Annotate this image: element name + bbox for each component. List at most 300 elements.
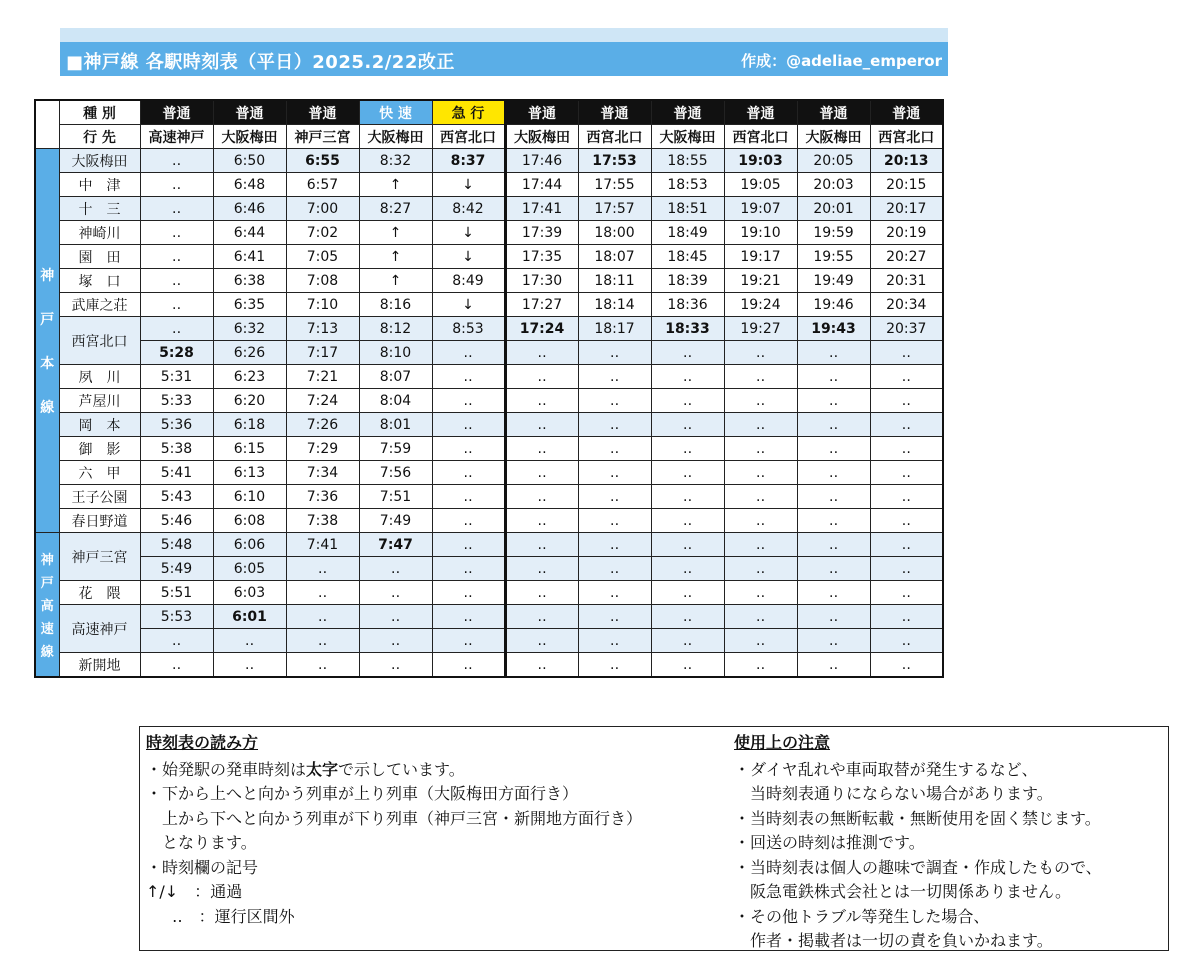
- time-cell: ‥: [651, 389, 724, 413]
- line-char: 線: [40, 645, 54, 660]
- time-cell: ‥: [578, 365, 651, 389]
- note-line: となります。: [162, 833, 257, 852]
- time-cell: 5:33: [140, 389, 213, 413]
- time-cell: 7:41: [286, 533, 359, 557]
- time-cell: ‥: [505, 389, 578, 413]
- time-cell: 20:13: [870, 149, 943, 173]
- timetable-row: [35, 533, 943, 557]
- time-cell: 6:15: [213, 437, 286, 461]
- time-cell: ‥: [578, 485, 651, 509]
- time-cell: ‥: [870, 509, 943, 533]
- train-type-cell: 快 速: [359, 100, 432, 125]
- time-cell: ‥: [432, 413, 505, 437]
- time-cell: ‥: [578, 653, 651, 678]
- train-type-cell: 普通: [724, 100, 797, 125]
- time-cell: 19:27: [724, 317, 797, 341]
- time-cell: 6:50: [213, 149, 286, 173]
- time-cell: ‥: [505, 437, 578, 461]
- time-cell: 17:44: [505, 173, 578, 197]
- time-cell: 8:53: [432, 317, 505, 341]
- station-name: 十 三: [59, 197, 140, 221]
- time-cell: ‥: [724, 533, 797, 557]
- time-cell: 7:29: [286, 437, 359, 461]
- time-cell: ‥: [651, 485, 724, 509]
- timetable-row: [35, 437, 943, 461]
- time-cell: 6:10: [213, 485, 286, 509]
- time-cell: ‥: [651, 341, 724, 365]
- time-cell: ‥: [505, 581, 578, 605]
- time-cell: 18:14: [578, 293, 651, 317]
- time-cell: ‥: [432, 485, 505, 509]
- corner-cell: [35, 100, 59, 125]
- time-cell: 7:36: [286, 485, 359, 509]
- time-cell: 8:42: [432, 197, 505, 221]
- time-cell: 6:08: [213, 509, 286, 533]
- time-cell: 7:49: [359, 509, 432, 533]
- time-cell: 20:17: [870, 197, 943, 221]
- time-cell: 8:04: [359, 389, 432, 413]
- title-bar: [60, 42, 948, 76]
- time-cell: ‥: [797, 653, 870, 678]
- time-cell: ‥: [651, 629, 724, 653]
- time-cell: 6:32: [213, 317, 286, 341]
- time-cell: 20:37: [870, 317, 943, 341]
- title-accent-bar: [60, 28, 948, 42]
- time-cell: 5:28: [140, 341, 213, 365]
- time-cell: 17:53: [578, 149, 651, 173]
- time-cell: 20:31: [870, 269, 943, 293]
- time-cell: ‥: [870, 533, 943, 557]
- time-cell: ‥: [578, 533, 651, 557]
- timetable-row: [35, 509, 943, 533]
- time-cell: 18:00: [578, 221, 651, 245]
- station-name: 塚 口: [59, 269, 140, 293]
- timetable-row: [35, 341, 943, 365]
- time-cell: 5:48: [140, 533, 213, 557]
- time-cell: ↑: [359, 245, 432, 269]
- time-cell: 7:26: [286, 413, 359, 437]
- time-cell: 19:10: [724, 221, 797, 245]
- how-to-read-section: [146, 731, 726, 929]
- note-line: ・始発駅の発車時刻は太字で示しています。: [146, 759, 465, 779]
- time-cell: 18:11: [578, 269, 651, 293]
- time-cell: 6:01: [213, 605, 286, 629]
- time-cell: 17:24: [505, 317, 578, 341]
- timetable-row: [35, 149, 943, 173]
- time-cell: ‥: [432, 341, 505, 365]
- time-cell: ‥: [359, 581, 432, 605]
- usage-notes-section: [734, 731, 1164, 954]
- time-cell: ‥: [870, 389, 943, 413]
- time-cell: ‥: [505, 485, 578, 509]
- note-line: 阪急電鉄株式会社とは一切関係ありません。: [750, 882, 1071, 901]
- time-cell: 17:27: [505, 293, 578, 317]
- time-cell: 18:33: [651, 317, 724, 341]
- note-line: ・その他トラブル等発生した場合、: [734, 906, 990, 926]
- time-cell: ‥: [797, 629, 870, 653]
- train-type-cell: 急 行: [432, 100, 505, 125]
- time-cell: ‥: [140, 269, 213, 293]
- timetable-row: [35, 461, 943, 485]
- time-cell: 5:41: [140, 461, 213, 485]
- time-cell: 20:01: [797, 197, 870, 221]
- notes-box: [139, 726, 1169, 951]
- time-cell: ‥: [505, 605, 578, 629]
- time-cell: ‥: [432, 653, 505, 678]
- time-cell: 5:38: [140, 437, 213, 461]
- time-cell: ‥: [432, 461, 505, 485]
- line-char: 神: [40, 553, 54, 568]
- time-cell: ‥: [724, 365, 797, 389]
- note-line: ・当時刻表の無断転載・無断使用を固く禁じます。: [734, 808, 1101, 828]
- station-name: 神崎川: [59, 221, 140, 245]
- time-cell: ‥: [432, 557, 505, 581]
- time-cell: ‥: [651, 653, 724, 678]
- time-cell: ↓: [432, 293, 505, 317]
- train-type-cell: 普通: [140, 100, 213, 125]
- time-cell: ‥: [505, 365, 578, 389]
- time-cell: 6:35: [213, 293, 286, 317]
- train-type-cell: 普通: [286, 100, 359, 125]
- time-cell: 18:55: [651, 149, 724, 173]
- time-cell: 7:21: [286, 365, 359, 389]
- time-cell: 18:39: [651, 269, 724, 293]
- time-cell: ‥: [140, 197, 213, 221]
- note-line: ・時刻欄の記号: [146, 857, 259, 877]
- destination-cell: 西宮北口: [432, 125, 505, 149]
- time-cell: 6:48: [213, 173, 286, 197]
- time-cell: 7:59: [359, 437, 432, 461]
- time-cell: ‥: [432, 533, 505, 557]
- time-cell: 20:03: [797, 173, 870, 197]
- time-cell: ‥: [578, 341, 651, 365]
- time-cell: ↑: [359, 173, 432, 197]
- time-cell: ‥: [505, 653, 578, 678]
- time-cell: ‥: [724, 485, 797, 509]
- time-cell: ‥: [870, 365, 943, 389]
- time-cell: 18:51: [651, 197, 724, 221]
- time-cell: ‥: [140, 293, 213, 317]
- time-cell: ‥: [797, 509, 870, 533]
- time-cell: 17:30: [505, 269, 578, 293]
- kobe-line-vertical-text: [36, 149, 59, 532]
- time-cell: ↑: [359, 221, 432, 245]
- time-cell: 8:37: [432, 149, 505, 173]
- time-cell: ‥: [140, 629, 213, 653]
- station-name: 王子公園: [59, 485, 140, 509]
- time-cell: ‥: [797, 461, 870, 485]
- time-cell: ‥: [651, 437, 724, 461]
- time-cell: ‥: [797, 557, 870, 581]
- time-cell: 8:01: [359, 413, 432, 437]
- note-line: 上から下へと向かう列車が下り列車（神戸三宮・新開地方面行き）: [162, 808, 643, 828]
- time-cell: ‥: [505, 629, 578, 653]
- line-char: 戸: [40, 311, 55, 328]
- time-cell: 5:51: [140, 581, 213, 605]
- time-cell: ‥: [797, 485, 870, 509]
- time-cell: 17:57: [578, 197, 651, 221]
- time-cell: 7:00: [286, 197, 359, 221]
- destination-cell: 大阪梅田: [797, 125, 870, 149]
- time-cell: 19:03: [724, 149, 797, 173]
- timetable-row: [35, 197, 943, 221]
- station-name: 園 田: [59, 245, 140, 269]
- time-cell: 5:46: [140, 509, 213, 533]
- time-cell: 6:46: [213, 197, 286, 221]
- destination-cell: 大阪梅田: [505, 125, 578, 149]
- time-cell: ‥: [724, 413, 797, 437]
- time-cell: ‥: [870, 629, 943, 653]
- time-cell: 18:17: [578, 317, 651, 341]
- destination-cell: 大阪梅田: [651, 125, 724, 149]
- time-cell: 8:32: [359, 149, 432, 173]
- destination-cell: 高速神戸: [140, 125, 213, 149]
- time-cell: 7:10: [286, 293, 359, 317]
- page-title: ■神戸線 各駅時刻表（平日）2025.2/22改正: [66, 52, 455, 73]
- time-cell: ‥: [286, 557, 359, 581]
- station-name: 春日野道: [59, 509, 140, 533]
- time-cell: ↓: [432, 245, 505, 269]
- time-cell: 6:57: [286, 173, 359, 197]
- time-cell: 19:59: [797, 221, 870, 245]
- time-cell: ‥: [724, 509, 797, 533]
- time-cell: 20:05: [797, 149, 870, 173]
- time-cell: 19:55: [797, 245, 870, 269]
- time-cell: ‥: [724, 581, 797, 605]
- time-cell: 6:05: [213, 557, 286, 581]
- time-cell: 19:43: [797, 317, 870, 341]
- time-cell: 18:07: [578, 245, 651, 269]
- note-line: ・ダイヤ乱れや車両取替が発生するなど、: [734, 759, 1038, 779]
- time-cell: 7:24: [286, 389, 359, 413]
- line-char: 速: [40, 622, 54, 637]
- time-cell: ‥: [578, 629, 651, 653]
- time-cell: ‥: [578, 581, 651, 605]
- time-cell: 6:23: [213, 365, 286, 389]
- time-cell: ‥: [359, 557, 432, 581]
- time-cell: ‥: [286, 653, 359, 678]
- time-cell: ‥: [432, 605, 505, 629]
- time-cell: 7:47: [359, 533, 432, 557]
- time-cell: 19:46: [797, 293, 870, 317]
- time-cell: 6:55: [286, 149, 359, 173]
- time-cell: 6:20: [213, 389, 286, 413]
- time-cell: ↓: [432, 173, 505, 197]
- line-char: 神: [40, 267, 55, 284]
- time-cell: 8:27: [359, 197, 432, 221]
- time-cell: 5:49: [140, 557, 213, 581]
- time-cell: ‥: [359, 605, 432, 629]
- time-cell: ‥: [578, 461, 651, 485]
- time-cell: ‥: [724, 461, 797, 485]
- time-cell: ‥: [578, 389, 651, 413]
- note-line: ・回送の時刻は推測です。: [734, 833, 925, 852]
- time-cell: 17:39: [505, 221, 578, 245]
- train-type-cell: 普通: [870, 100, 943, 125]
- row-label-destination: 行 先: [59, 125, 140, 149]
- time-cell: 19:49: [797, 269, 870, 293]
- time-cell: 7:05: [286, 245, 359, 269]
- time-cell: 20:15: [870, 173, 943, 197]
- time-cell: 6:38: [213, 269, 286, 293]
- time-cell: ‥: [870, 413, 943, 437]
- time-cell: ‥: [651, 533, 724, 557]
- time-cell: 5:53: [140, 605, 213, 629]
- row-label-type: 種 別: [59, 100, 140, 125]
- timetable-row: [35, 485, 943, 509]
- time-cell: ‥: [797, 341, 870, 365]
- time-cell: ‥: [651, 605, 724, 629]
- time-cell: ‥: [870, 557, 943, 581]
- timetable-row: [35, 173, 943, 197]
- time-cell: ‥: [213, 653, 286, 678]
- time-cell: ‥: [505, 509, 578, 533]
- time-cell: ‥: [724, 605, 797, 629]
- time-cell: 8:16: [359, 293, 432, 317]
- station-name: 岡 本: [59, 413, 140, 437]
- time-cell: ‥: [578, 437, 651, 461]
- time-cell: ‥: [140, 653, 213, 678]
- time-cell: ↑: [359, 269, 432, 293]
- time-cell: ‥: [870, 341, 943, 365]
- train-type-cell: 普通: [505, 100, 578, 125]
- time-cell: ‥: [140, 317, 213, 341]
- time-cell: 20:19: [870, 221, 943, 245]
- time-cell: 6:41: [213, 245, 286, 269]
- time-cell: ‥: [724, 557, 797, 581]
- time-cell: ‥: [505, 533, 578, 557]
- destination-cell: 大阪梅田: [359, 125, 432, 149]
- station-name: 御 影: [59, 437, 140, 461]
- line-char: 高: [40, 599, 54, 614]
- note-line: ↑/↓ ：通過: [146, 882, 243, 901]
- time-cell: ‥: [651, 413, 724, 437]
- train-type-row: [35, 100, 943, 125]
- destination-cell: 西宮北口: [578, 125, 651, 149]
- time-cell: ‥: [432, 437, 505, 461]
- time-cell: ‥: [870, 461, 943, 485]
- time-cell: ‥: [797, 365, 870, 389]
- note-line: 作者・掲載者は一切の責を負いかねます。: [750, 931, 1053, 950]
- time-cell: ‥: [724, 653, 797, 678]
- station-name: 神戸三宮: [59, 533, 140, 581]
- time-cell: 17:55: [578, 173, 651, 197]
- destination-cell: 西宮北口: [724, 125, 797, 149]
- timetable-row: [35, 317, 943, 341]
- time-cell: 8:49: [432, 269, 505, 293]
- destination-cell: 大阪梅田: [213, 125, 286, 149]
- note-line: ・当時刻表は個人の趣味で調査・作成したもので、: [734, 857, 1102, 877]
- time-cell: ‥: [505, 461, 578, 485]
- destination-cell: 西宮北口: [870, 125, 943, 149]
- station-name: 芦屋川: [59, 389, 140, 413]
- time-cell: ‥: [651, 557, 724, 581]
- station-name: 中 津: [59, 173, 140, 197]
- time-cell: ‥: [140, 173, 213, 197]
- time-cell: ‥: [578, 413, 651, 437]
- usage-notes-heading: 使用上の注意: [734, 733, 831, 752]
- station-name: 武庫之荘: [59, 293, 140, 317]
- time-cell: ‥: [505, 557, 578, 581]
- time-cell: 6:44: [213, 221, 286, 245]
- kobe-line-label: [35, 149, 59, 533]
- timetable-row: [35, 245, 943, 269]
- note-line: ‥ ：運行区間外: [172, 906, 295, 926]
- time-cell: ‥: [359, 653, 432, 678]
- time-cell: 19:24: [724, 293, 797, 317]
- station-name: 高速神戸: [59, 605, 140, 653]
- station-name: 新開地: [59, 653, 140, 678]
- destination-cell: 神戸三宮: [286, 125, 359, 149]
- time-cell: ‥: [505, 341, 578, 365]
- time-cell: ‥: [505, 413, 578, 437]
- time-cell: 8:10: [359, 341, 432, 365]
- train-type-cell: 普通: [578, 100, 651, 125]
- time-cell: 18:49: [651, 221, 724, 245]
- time-cell: 19:05: [724, 173, 797, 197]
- time-cell: ‥: [286, 581, 359, 605]
- time-cell: 7:02: [286, 221, 359, 245]
- timetable-row: [35, 293, 943, 317]
- author-credit: 作成：@adeliae_emperor: [741, 52, 942, 70]
- time-cell: ‥: [140, 245, 213, 269]
- time-cell: 8:07: [359, 365, 432, 389]
- time-cell: ‥: [578, 509, 651, 533]
- time-cell: ‥: [213, 629, 286, 653]
- time-cell: ‥: [870, 605, 943, 629]
- time-cell: ‥: [359, 629, 432, 653]
- time-cell: ‥: [651, 581, 724, 605]
- line-char: 本: [40, 355, 55, 372]
- train-type-cell: 普通: [213, 100, 286, 125]
- time-cell: 6:13: [213, 461, 286, 485]
- station-name: 六 甲: [59, 461, 140, 485]
- station-name: 西宮北口: [59, 317, 140, 365]
- time-cell: ‥: [432, 509, 505, 533]
- time-cell: ‥: [578, 605, 651, 629]
- kosoku-line-label: [35, 533, 59, 678]
- timetable: [34, 99, 944, 678]
- time-cell: ‥: [724, 341, 797, 365]
- time-cell: 17:41: [505, 197, 578, 221]
- time-cell: ‥: [797, 389, 870, 413]
- time-cell: 18:36: [651, 293, 724, 317]
- time-cell: ‥: [286, 605, 359, 629]
- time-cell: ‥: [870, 485, 943, 509]
- time-cell: 6:26: [213, 341, 286, 365]
- note-line: ・下から上へと向かう列車が上り列車（大阪梅田方面行き）: [146, 784, 579, 803]
- destination-row: [35, 125, 943, 149]
- time-cell: ‥: [432, 389, 505, 413]
- corner-cell: [35, 125, 59, 149]
- time-cell: 7:17: [286, 341, 359, 365]
- time-cell: 17:35: [505, 245, 578, 269]
- time-cell: ‥: [651, 365, 724, 389]
- time-cell: ‥: [651, 509, 724, 533]
- time-cell: 8:12: [359, 317, 432, 341]
- timetable-row: [35, 269, 943, 293]
- time-cell: ↓: [432, 221, 505, 245]
- time-cell: 5:36: [140, 413, 213, 437]
- time-cell: 18:45: [651, 245, 724, 269]
- time-cell: ‥: [797, 413, 870, 437]
- time-cell: 20:27: [870, 245, 943, 269]
- time-cell: ‥: [724, 437, 797, 461]
- time-cell: 18:53: [651, 173, 724, 197]
- time-cell: ‥: [578, 557, 651, 581]
- station-name: 夙 川: [59, 365, 140, 389]
- timetable-row: [35, 629, 943, 653]
